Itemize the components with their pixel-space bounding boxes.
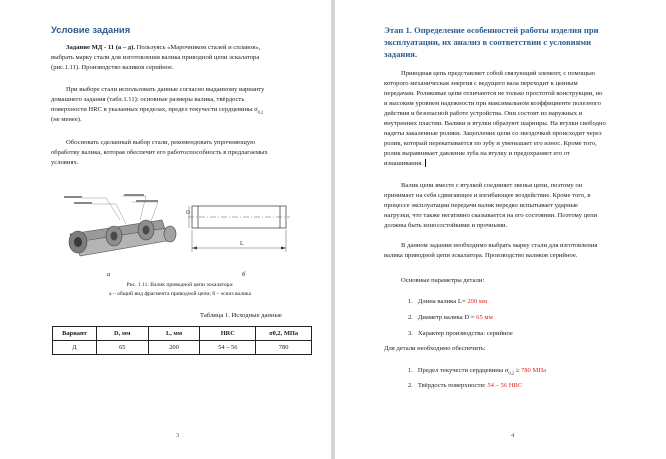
para3-line-2: обработку валика, которая обеспечит его работоспособность в предлагаемых — [51, 149, 268, 156]
chain-links — [69, 220, 176, 256]
figure-label-b: б — [242, 271, 246, 278]
chain-figure — [62, 190, 182, 268]
stage-heading: Этап 1. Определение особенностей работы изделия при эксплуатации, их анализ в соответствии с условиями задания. — [384, 25, 599, 59]
para3-line-3: условиях. — [51, 159, 79, 166]
shaft-sketch — [186, 196, 296, 264]
table-cell: 54 – 56 — [200, 341, 256, 355]
page-4 — [335, 0, 666, 459]
task-line-1: Задание МД - 11 (а – д). Пользуясь «Марочником сталей и сплавов», — [66, 44, 261, 51]
para2-line-2: домашнего задания (табл.1.11): основные размеры валика, твёрдость — [51, 96, 245, 103]
text-cursor — [425, 159, 426, 167]
paragraph-line: и высоким уровнем надежности при максимальном коэффициенте полезного — [384, 100, 601, 107]
table-title: Таблица 1. Исходные данные — [200, 312, 282, 319]
paragraph-line: В данном задании необходимо выбрать марку стали для изготовления — [401, 242, 598, 249]
para2-line-1: При выборе стали использовать данные согласно выданному варианту — [66, 86, 265, 93]
paragraph-line: Приводная цепь представляет собой связующий элемент, с помощью — [401, 70, 596, 77]
table-cell: 200 — [148, 341, 200, 355]
table-header-cell: HRC — [200, 327, 256, 341]
input-data-table — [52, 326, 312, 355]
section-heading: Условие задания — [51, 24, 131, 35]
paragraph-line: ролик выравнивает давление зуба на втулку и предохраняет его от — [384, 150, 570, 157]
paragraph-line: ролик, который перекатывается по зубу и уменьшает его износ. Кроме того, — [384, 140, 597, 147]
table-header-cell: σ0,2, МПа — [256, 327, 312, 341]
page-3 — [0, 0, 331, 459]
para3-line-1: Обосновать сделанный выбор стали, рекомендовать упрочняющую — [66, 139, 256, 146]
table-header-cell: L, мм — [148, 327, 200, 341]
paragraph-line: принимает на себя сдвигающее и изгибающее воздействие. Кроме того, в — [384, 192, 591, 199]
page-number: 3 — [176, 432, 180, 439]
task-line-2: выбрать марку стали для изготовления валика приводной цепи эскалатора — [51, 54, 260, 61]
table-row — [53, 341, 312, 355]
figure-caption-detail: а – общий вид фрагмента приводной цепи; б – эскиз валика — [109, 291, 251, 297]
param-item: 2. Диаметр валика D = 65 мм — [408, 314, 493, 321]
task-line-3: (рис.1.11). Производство валиков серийное. — [51, 64, 174, 71]
table-cell: 65 — [96, 341, 148, 355]
dim-label-d: D — [186, 210, 190, 216]
table-header-cell: D, мм — [96, 327, 148, 341]
task-id: Задание МД - 11 (а – д). — [66, 44, 135, 51]
paragraph-line: передачам. Роликовые цепи отличаются не только простотой конструкции, но — [384, 90, 603, 97]
requirement-item: 2. Твёрдость поверхности: 54 – 56 HRC — [408, 382, 523, 389]
table-cell: 780 — [256, 341, 312, 355]
figure-caption: Рис. 1.11. Валик приводной цепи эскалатора: — [126, 282, 234, 288]
table-cell: Д — [53, 341, 97, 355]
table-header-row — [53, 327, 312, 341]
paragraph-line: изнашивания. — [384, 159, 649, 169]
figure-label-a: а — [107, 271, 111, 278]
requirements-title: Для детали необходимо обеспечить: — [384, 345, 486, 352]
paragraph-line: которого механическая энергия с ведущего вала переходит к ценным — [384, 80, 578, 87]
paragraph-line: надеты закаленные ролики. Зацепление цепи со звездочкой происходит через — [384, 130, 602, 137]
para2-line-3: поверхности HRC в указанных пределах, предел текучести сердцевины $\sigma_{0,2}$ — [51, 106, 264, 115]
paragraph-line: процессе эксплуатации передачи валик нередко испытывает ударные — [384, 202, 578, 209]
paragraph-line: валика приводной цепи эскалатора. Производство валиков серийное. — [384, 252, 578, 259]
param-item: 3. Характер производства: серийное — [408, 330, 513, 337]
para2-line-4: (не менее). — [51, 116, 82, 123]
table-header-cell: Вариант — [53, 327, 97, 341]
chain-callout-labels — [64, 194, 158, 204]
paragraph-line: нагрузки, что также негативно сказывается на его состоянии. Поэтому цепи — [384, 212, 598, 219]
paragraph-line: внутренних пластин. Валики и втулки образуют шарниры. На втулки свободно — [384, 120, 606, 127]
paragraph-line: должны быть износостойкими и прочными. — [384, 222, 508, 229]
params-title: Основные параметры детали: — [401, 277, 485, 284]
page-number: 4 — [511, 432, 515, 439]
param-item: 1. Длина валика L= 200 мм — [408, 298, 488, 305]
paragraph-line: действия и безопасной работе устройства. Они состоят из наружных и — [384, 110, 583, 117]
dim-label-l: L — [240, 241, 244, 247]
paragraph-line: Валик цепи вместе с втулкой соединяет звенья цепи, поэтому он — [401, 182, 583, 189]
requirement-item: 1. Предел текучести сердцевины $\sigma_{0,2} \ge 780$ МПа — [408, 367, 547, 376]
